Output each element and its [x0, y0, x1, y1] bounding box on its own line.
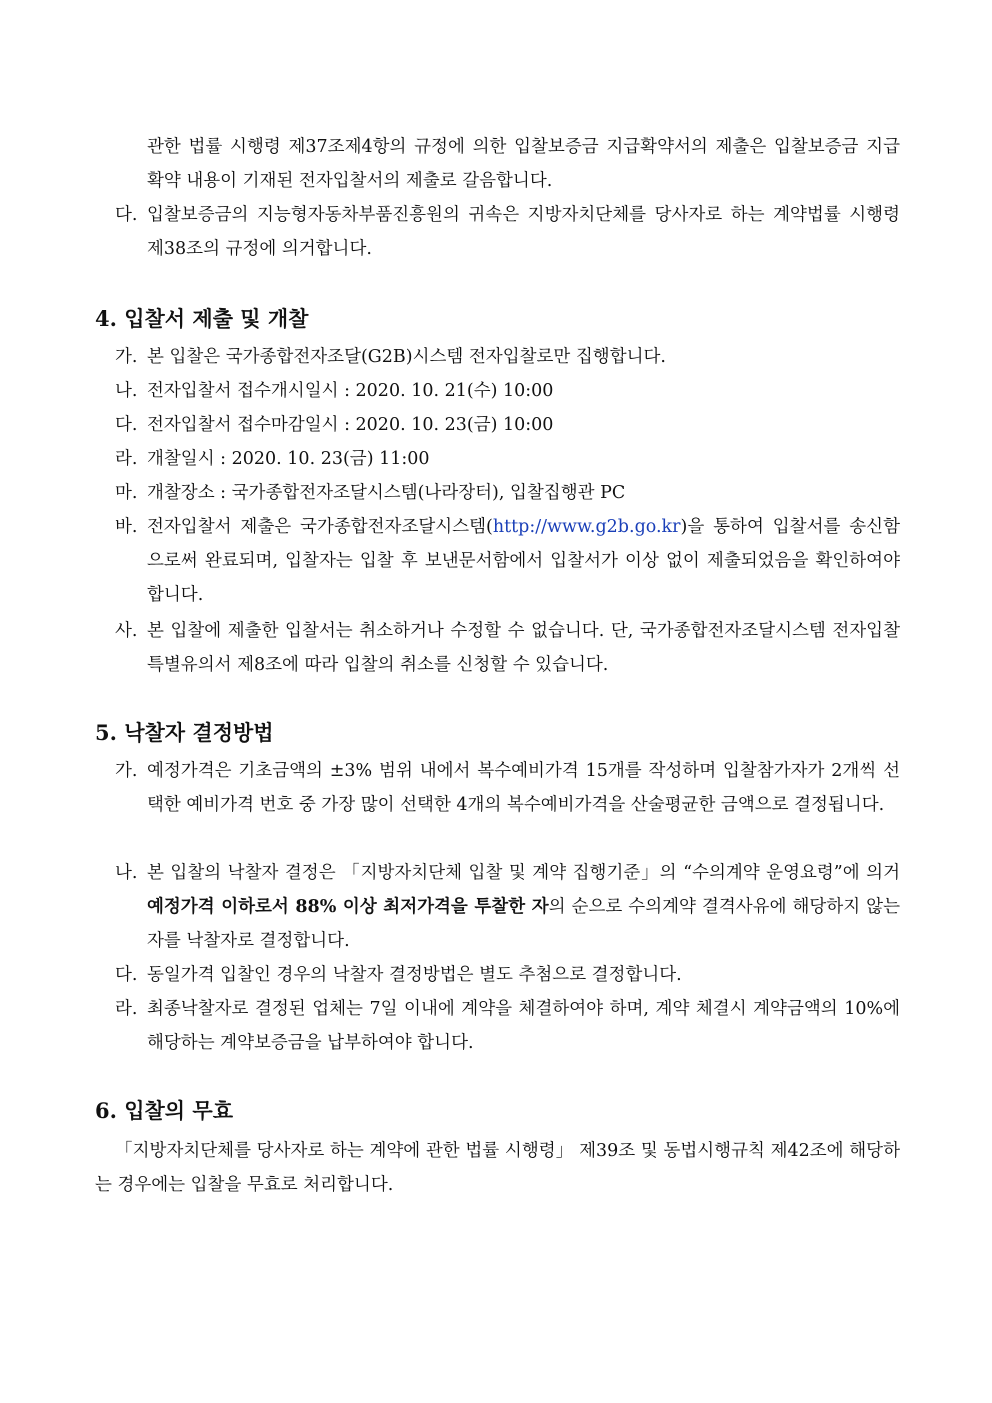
emphasized-criteria: 예정가격 이하로서 88% 이상 최저가격을 투찰한 자	[147, 897, 549, 917]
list-marker: 나.	[115, 381, 138, 401]
list-marker: 다.	[115, 965, 138, 985]
text-after-link: )을 통하여 입찰서를 송신함으로써 완료되며, 입찰자는 입찰 후 보낸문서함에서 입찰서가 이상 없이 제출되었음을 확인하여야 합니다.	[147, 517, 900, 605]
text-before-link: 전자입찰서 제출은 국가종합전자조달시스템(	[147, 517, 493, 537]
section-6-title: 6. 입찰의 무효	[95, 1098, 233, 1123]
list-item-da-forfeit	[115, 198, 900, 266]
list-item-text: 동일가격 입찰인 경우의 낙찰자 결정방법은 별도 추첨으로 결정합니다.	[147, 965, 682, 985]
section-4-item-da	[115, 408, 900, 442]
continued-paragraph	[115, 130, 900, 198]
section-4-title: 4. 입찰서 제출 및 개찰	[95, 306, 309, 331]
list-marker: 다.	[115, 415, 138, 435]
list-marker: 다.	[115, 205, 138, 225]
section-4-item-sa	[115, 614, 900, 682]
section-4-item-ra	[115, 442, 900, 476]
section-5-title: 5. 낙찰자 결정방법	[95, 720, 274, 745]
list-marker: 가.	[115, 347, 138, 367]
list-item-text: 입찰보증금의 지능형자동차부품진흥원의 귀속은 지방자치단체를 당사자로 하는 계약법률 시행령 제38조의 규정에 의거합니다.	[147, 205, 900, 259]
list-item-text: 예정가격은 기초금액의 ±3% 범위 내에서 복수예비가격 15개를 작성하며 입찰참가자가 2개씩 선택한 예비가격 번호 중 가장 많이 선택한 4개의 복수예비가격을 산술평균한 금액으로 결정됩니다.	[147, 761, 900, 815]
list-marker: 라.	[115, 449, 138, 469]
list-item-text: 개찰일시 : 2020. 10. 23(금) 11:00	[147, 449, 430, 469]
section-5-item-da	[115, 958, 900, 992]
section-5-item-ga	[115, 754, 900, 822]
list-item-text	[147, 856, 900, 958]
list-marker: 나.	[115, 863, 138, 883]
list-item-text: 본 입찰은 국가종합전자조달(G2B)시스템 전자입찰로만 집행합니다.	[147, 347, 666, 367]
section-4-item-na	[115, 374, 900, 408]
text-before-bold: 본 입찰의 낙찰자 결정은 「지방자치단체 입찰 및 계약 집행기준」의 “수의계약 운영요령”에 의거	[147, 863, 900, 883]
list-marker: 마.	[115, 483, 138, 503]
list-marker: 바.	[115, 517, 138, 537]
list-item-text: 전자입찰서 접수개시일시 : 2020. 10. 21(수) 10:00	[147, 381, 554, 401]
list-marker: 사.	[115, 621, 138, 641]
list-marker: 가.	[115, 761, 138, 781]
list-item-text	[147, 510, 900, 612]
section-6-text: 「지방자치단체를 당사자로 하는 계약에 관한 법률 시행령」 제39조 및 동법시행규칙 제42조에 해당하는 경우에는 입찰을 무효로 처리합니다.	[95, 1141, 900, 1195]
list-item-text: 전자입찰서 접수마감일시 : 2020. 10. 23(금) 10:00	[147, 415, 554, 435]
list-item-text: 최종낙찰자로 결정된 업체는 7일 이내에 계약을 체결하여야 하며, 계약 체결시 계약금액의 10%에 해당하는 계약보증금을 납부하여야 합니다.	[147, 999, 900, 1053]
section-4-item-ga	[115, 340, 900, 374]
section-4-item-ma	[115, 476, 900, 510]
section-5-item-ra	[115, 992, 900, 1060]
g2b-link[interactable]: http://www.g2b.go.kr	[492, 517, 681, 537]
list-item-text: 개찰장소 : 국가종합전자조달시스템(나라장터), 입찰집행관 PC	[147, 483, 626, 503]
continued-paragraph-text: 관한 법률 시행령 제37조제4항의 규정에 의한 입찰보증금 지급확약서의 제출은 입찰보증금 지급 확약 내용이 기재된 전자입찰서의 제출로 갈음합니다.	[147, 137, 900, 191]
list-marker: 라.	[115, 999, 138, 1019]
section-5-item-na	[115, 856, 900, 958]
section-4-item-ba	[115, 510, 900, 612]
list-item-text: 본 입찰에 제출한 입찰서는 취소하거나 수정할 수 없습니다. 단, 국가종합전자조달시스템 전자입찰특별유의서 제8조에 따라 입찰의 취소를 신청할 수 있습니다.	[147, 621, 900, 675]
text-after-bold: 의 순으로 수의계약 결격사유에 해당하지 않는 자를 낙찰자로 결정합니다.	[147, 897, 900, 951]
